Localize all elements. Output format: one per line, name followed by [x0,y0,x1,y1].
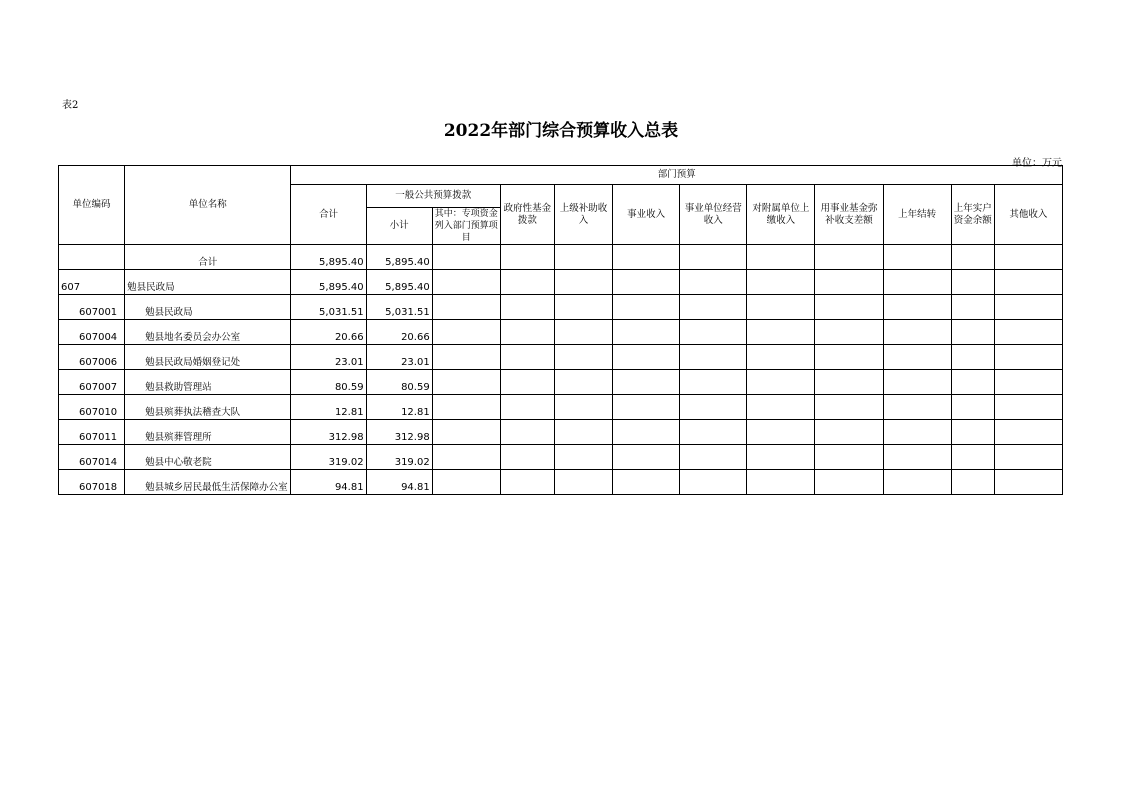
row-empty-cell [815,295,883,320]
row-total: 5,895.40 [291,245,366,270]
table-row [59,270,1063,295]
row-total: 20.66 [291,320,366,345]
row-empty-cell [554,395,612,420]
row-empty-cell [747,395,815,420]
row-total: 12.81 [291,395,366,420]
table-label: 表2 [62,100,79,111]
row-empty-cell [951,395,994,420]
row-empty-cell [554,470,612,495]
row-empty-cell [994,295,1062,320]
row-unit-code: 607 [59,270,125,295]
row-empty-cell [680,370,747,395]
row-empty-cell [500,470,554,495]
row-empty-cell [613,370,680,395]
row-empty-cell [994,470,1062,495]
row-empty-cell [815,320,883,345]
row-empty-cell [883,395,951,420]
row-unit-name: 勉县城乡居民最低生活保障办公室 [125,470,291,495]
row-empty-cell [554,245,612,270]
row-empty-cell [680,420,747,445]
row-empty-cell [883,270,951,295]
row-empty-cell [554,445,612,470]
row-unit-code: 607004 [59,320,125,345]
row-empty-cell [680,270,747,295]
row-total: 319.02 [291,445,366,470]
row-empty-cell [613,420,680,445]
row-empty-cell [680,445,747,470]
row-empty-cell [747,420,815,445]
row-subtotal: 319.02 [366,445,432,470]
header-affiliated-income: 对附属单位上缴收入 [747,185,815,245]
row-empty-cell [815,420,883,445]
row-empty-cell [613,395,680,420]
row-empty-cell [747,245,815,270]
row-total: 23.01 [291,345,366,370]
row-empty-cell [994,345,1062,370]
row-empty-cell [883,445,951,470]
row-empty-cell [883,420,951,445]
table-row [59,470,1063,495]
row-empty-cell [994,320,1062,345]
row-empty-cell [951,345,994,370]
row-empty-cell [951,370,994,395]
row-empty-cell [500,370,554,395]
row-unit-name: 勉县地名委员会办公室 [125,320,291,345]
row-empty-cell [554,420,612,445]
header-business-income: 事业收入 [613,185,680,245]
row-unit-code: 607001 [59,295,125,320]
row-empty-cell [747,345,815,370]
row-unit-code: 607014 [59,445,125,470]
row-empty-cell [747,470,815,495]
row-subtotal: 20.66 [366,320,432,345]
row-total: 5,895.40 [291,270,366,295]
row-unit-name: 合计 [125,245,291,270]
header-special-fund: 其中：专项资金列入部门预算项目 [432,208,500,245]
row-empty-cell [554,370,612,395]
row-empty-cell [951,295,994,320]
row-empty-cell [747,445,815,470]
row-empty-cell [680,395,747,420]
row-empty-cell [680,345,747,370]
row-empty-cell [432,320,500,345]
page-title: 2022年部门综合预算收入总表 [443,121,679,141]
row-empty-cell [815,470,883,495]
row-empty-cell [500,295,554,320]
table-row [59,320,1063,345]
row-empty-cell [747,295,815,320]
header-superior-subsidy: 上级补助收入 [554,185,612,245]
row-empty-cell [432,395,500,420]
table-row [59,345,1063,370]
row-empty-cell [994,395,1062,420]
row-unit-name: 勉县殡葬管理所 [125,420,291,445]
row-empty-cell [432,420,500,445]
row-empty-cell [500,245,554,270]
row-empty-cell [815,370,883,395]
row-empty-cell [500,320,554,345]
row-empty-cell [554,295,612,320]
row-total: 5,031.51 [291,295,366,320]
row-total: 312.98 [291,420,366,445]
table-row [59,420,1063,445]
row-empty-cell [680,295,747,320]
row-empty-cell [554,320,612,345]
row-subtotal: 23.01 [366,345,432,370]
budget-table [58,165,1063,495]
row-empty-cell [432,270,500,295]
row-unit-code: 607010 [59,395,125,420]
row-unit-code [59,245,125,270]
row-empty-cell [951,470,994,495]
row-empty-cell [815,270,883,295]
row-empty-cell [500,420,554,445]
row-empty-cell [432,295,500,320]
row-subtotal: 5,895.40 [366,245,432,270]
header-general-public: 一般公共预算拨款 [366,185,500,208]
row-empty-cell [994,270,1062,295]
row-empty-cell [432,370,500,395]
row-empty-cell [994,245,1062,270]
row-empty-cell [680,470,747,495]
row-empty-cell [951,245,994,270]
row-empty-cell [815,395,883,420]
row-unit-code: 607006 [59,345,125,370]
header-total: 合计 [291,185,366,245]
row-empty-cell [500,445,554,470]
row-empty-cell [815,445,883,470]
row-unit-name: 勉县民政局 [125,270,291,295]
row-empty-cell [554,270,612,295]
row-empty-cell [432,345,500,370]
row-empty-cell [883,245,951,270]
row-unit-code: 607018 [59,470,125,495]
row-subtotal: 5,895.40 [366,270,432,295]
row-empty-cell [554,345,612,370]
row-empty-cell [613,245,680,270]
table-row [59,395,1063,420]
row-empty-cell [951,320,994,345]
table-row [59,245,1063,270]
header-fund-offset: 用事业基金弥补收支差额 [815,185,883,245]
row-empty-cell [680,320,747,345]
row-empty-cell [951,270,994,295]
row-empty-cell [432,445,500,470]
row-empty-cell [500,345,554,370]
row-empty-cell [613,470,680,495]
row-unit-code: 607011 [59,420,125,445]
row-total: 80.59 [291,370,366,395]
row-unit-name: 勉县民政局 [125,295,291,320]
row-subtotal: 5,031.51 [366,295,432,320]
row-unit-name: 勉县中心敬老院 [125,445,291,470]
row-empty-cell [613,445,680,470]
row-empty-cell [613,295,680,320]
row-empty-cell [613,345,680,370]
row-empty-cell [883,320,951,345]
row-empty-cell [994,370,1062,395]
row-empty-cell [994,420,1062,445]
row-empty-cell [500,270,554,295]
row-empty-cell [994,445,1062,470]
row-unit-name: 勉县殡葬执法稽查大队 [125,395,291,420]
header-unit-code: 单位编码 [59,166,125,245]
row-empty-cell [883,470,951,495]
row-empty-cell [951,420,994,445]
row-unit-name: 勉县民政局婚姻登记处 [125,345,291,370]
row-empty-cell [500,395,554,420]
row-empty-cell [883,345,951,370]
row-empty-cell [680,245,747,270]
row-empty-cell [432,470,500,495]
row-empty-cell [747,270,815,295]
row-empty-cell [613,270,680,295]
row-subtotal: 94.81 [366,470,432,495]
row-empty-cell [747,320,815,345]
row-unit-code: 607007 [59,370,125,395]
header-dept-budget: 部门预算 [291,166,1063,185]
row-unit-name: 勉县救助管理站 [125,370,291,395]
row-total: 94.81 [291,470,366,495]
row-empty-cell [613,320,680,345]
header-prev-carryover: 上年结转 [883,185,951,245]
row-empty-cell [432,245,500,270]
header-unit-name: 单位名称 [125,166,291,245]
row-empty-cell [747,370,815,395]
row-empty-cell [883,295,951,320]
header-subtotal: 小计 [366,208,432,245]
row-empty-cell [815,345,883,370]
row-empty-cell [815,245,883,270]
header-operating-income: 事业单位经营收入 [680,185,747,245]
row-empty-cell [883,370,951,395]
header-prev-balance: 上年实户资金余额 [951,185,994,245]
row-subtotal: 12.81 [366,395,432,420]
table-row [59,295,1063,320]
header-gov-fund: 政府性基金拨款 [500,185,554,245]
header-other-income: 其他收入 [994,185,1062,245]
table-row [59,445,1063,470]
row-empty-cell [951,445,994,470]
unit-label: 单位：万元 [1012,158,1062,169]
table-row [59,370,1063,395]
row-subtotal: 80.59 [366,370,432,395]
row-subtotal: 312.98 [366,420,432,445]
